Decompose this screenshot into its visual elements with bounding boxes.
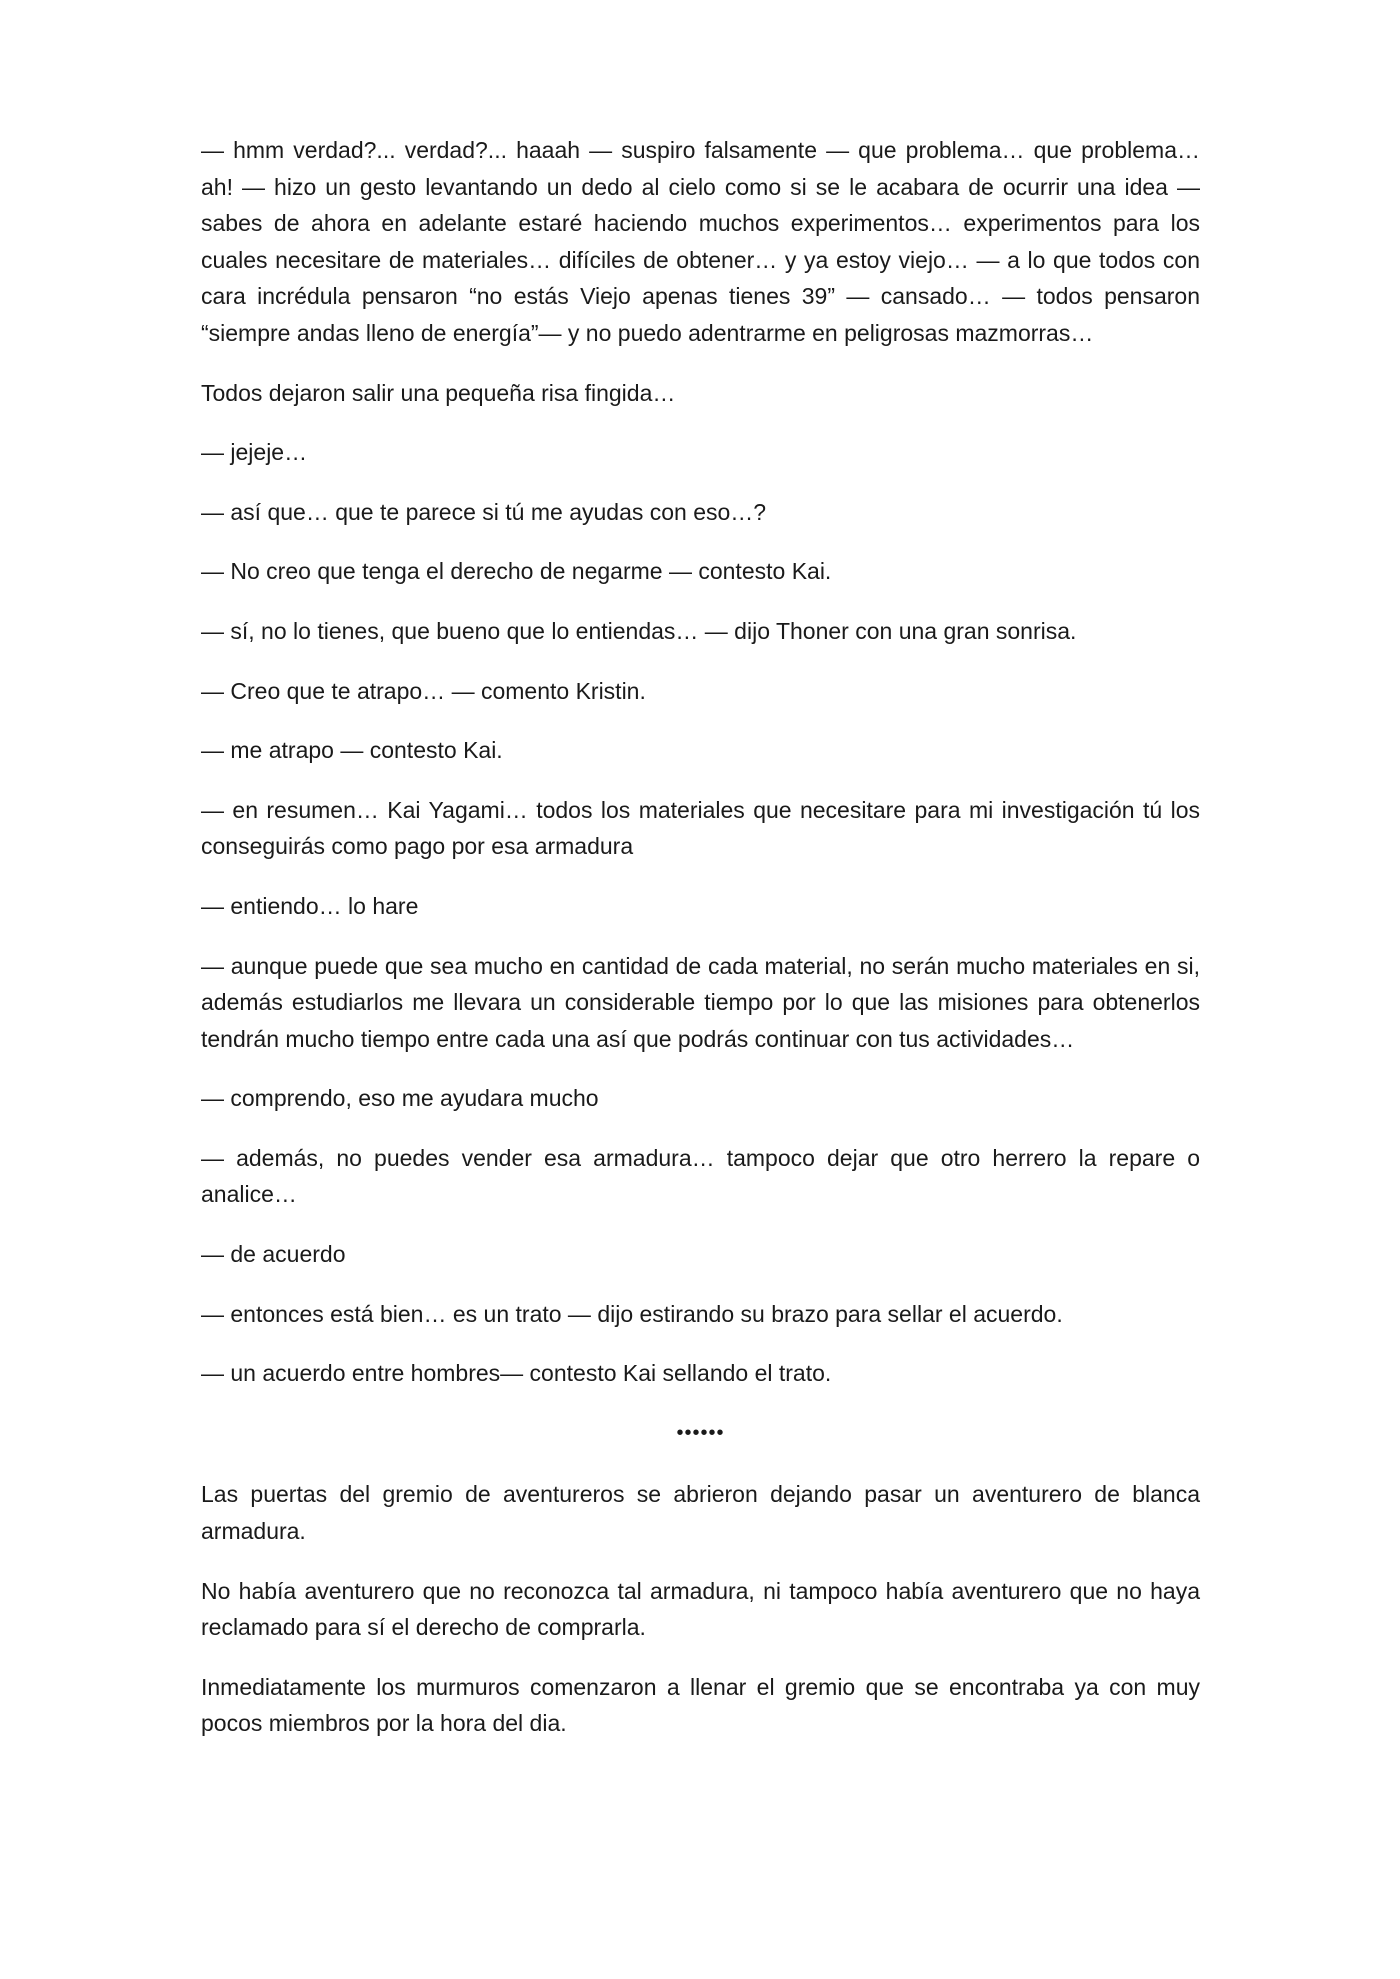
paragraph-15: — entonces está bien… es un trato — dijo estirando su brazo para sellar el acuerdo. bbox=[201, 1300, 1063, 1327]
paragraph-2: Todos dejaron salir una pequeña risa fingida… bbox=[201, 379, 676, 406]
paragraph-11: — aunque puede que sea mucho en cantidad de cada material, no serán mucho materiales en si, además estudiarlos me llevara un considerable tiempo por lo que las misiones para obtenerlos tendrán mucho tiempo entre cada una así que podrás continuar con tus actividades… bbox=[201, 952, 1200, 1052]
paragraph-5: — No creo que tenga el derecho de negarme — contesto Kai. bbox=[201, 558, 832, 585]
paragraph-1: — hmm verdad?... verdad?... haaah — suspiro falsamente — que problema… que problema… ah! — hizo un gesto levantando un dedo al cielo como si se le acabara de ocurrir una idea — sabes de ahora en adelante estaré haciendo muchos experimentos… experimentos para los cuales necesitare de materiales… difíciles de obtener… y ya estoy viejo… — a lo que todos con cara incrédula pensaron “no estás Viejo apenas tienes 39” — cansado… — todos pensaron “siempre andas lleno de energía”— y no puedo adentrarme en peligrosas mazmorras… bbox=[201, 137, 1200, 346]
paragraph-9: — en resumen… Kai Yagami… todos los materiales que necesitare para mi investigación tú los conseguirás como pago por esa armadura bbox=[201, 796, 1200, 860]
scene-separator: •••••• bbox=[676, 1421, 725, 1444]
paragraph-10: — entiendo… lo hare bbox=[201, 892, 419, 919]
paragraph-6: — sí, no lo tienes, que bueno que lo entiendas… — dijo Thoner con una gran sonrisa. bbox=[201, 617, 1077, 644]
paragraph-19: Inmediatamente los murmuros comenzaron a llenar el gremio que se encontraba ya con muy pocos miembros por la hora del dia. bbox=[201, 1673, 1200, 1737]
paragraph-17: Las puertas del gremio de aventureros se abrieron dejando pasar un aventurero de blanca armadura. bbox=[201, 1481, 1200, 1545]
paragraph-18: No había aventurero que no reconozca tal armadura, ni tampoco había aventurero que no haya reclamado para sí el derecho de comprarla. bbox=[201, 1577, 1200, 1641]
paragraph-16: — un acuerdo entre hombres— contesto Kai sellando el trato. bbox=[201, 1360, 832, 1387]
document-body bbox=[201, 132, 1200, 1765]
paragraph-8: — me atrapo — contesto Kai. bbox=[201, 737, 503, 764]
paragraph-3: — jejeje… bbox=[201, 439, 308, 466]
paragraph-4: — así que… que te parece si tú me ayudas con eso…? bbox=[201, 498, 767, 525]
paragraph-13: — además, no puedes vender esa armadura… tampoco dejar que otro herrero la repare o analice… bbox=[201, 1144, 1200, 1208]
paragraph-12: — comprendo, eso me ayudara mucho bbox=[201, 1085, 599, 1112]
paragraph-7: — Creo que te atrapo… — comento Kristin. bbox=[201, 677, 646, 704]
paragraph-14: — de acuerdo bbox=[201, 1241, 346, 1268]
